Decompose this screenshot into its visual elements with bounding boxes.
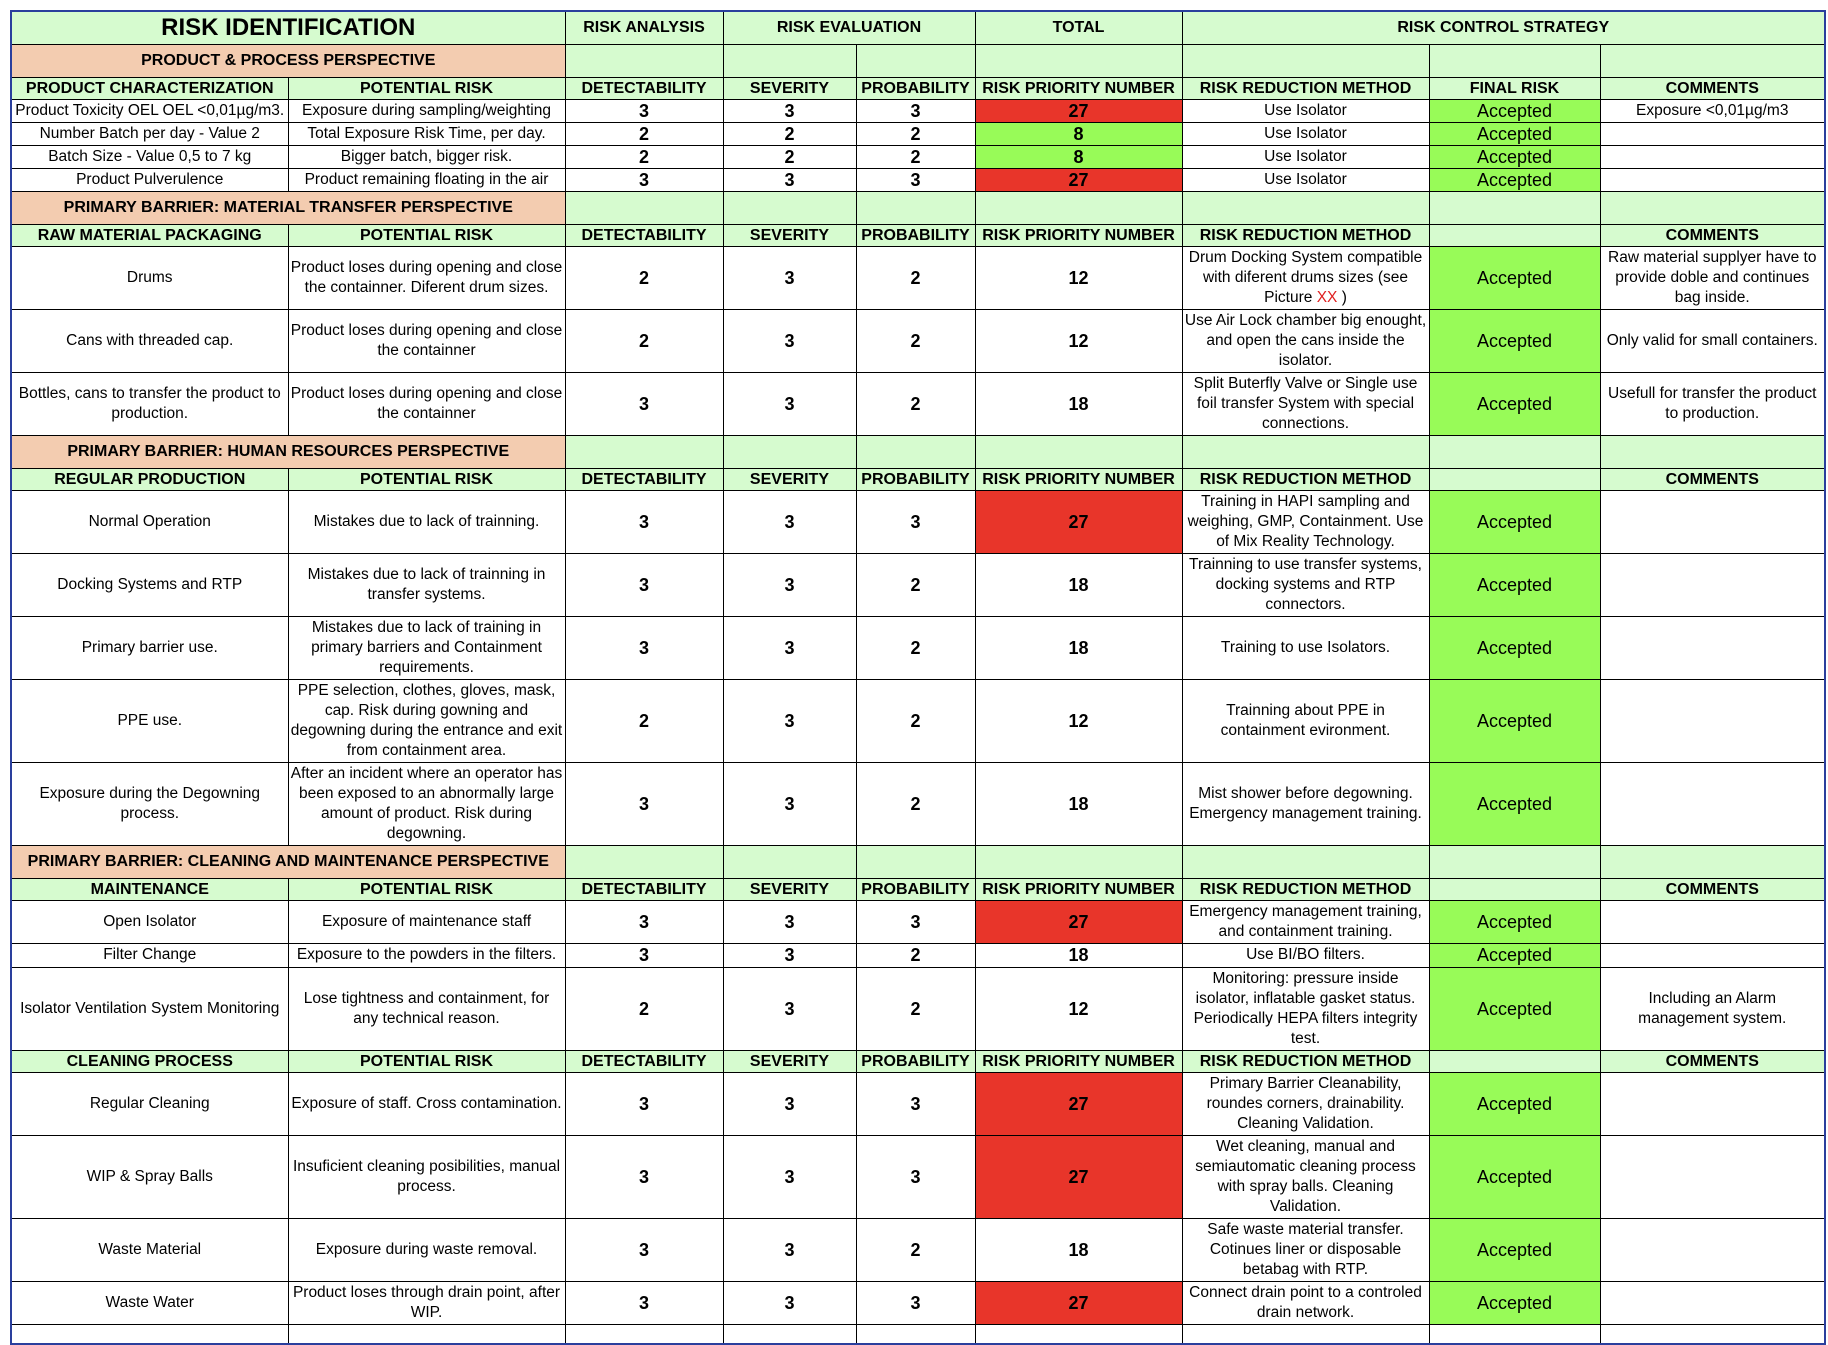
group-name[interactable]: PRODUCT CHARACTERIZATION bbox=[11, 77, 288, 99]
rpn-cell[interactable]: 27 bbox=[975, 1072, 1182, 1135]
potential-risk-cell[interactable]: Exposure of staff. Cross contamination. bbox=[288, 1072, 565, 1135]
col-header-severity[interactable]: SEVERITY bbox=[723, 1050, 856, 1072]
table-row bbox=[11, 943, 1825, 967]
col-header-reduction-method[interactable]: RISK REDUCTION METHOD bbox=[1182, 878, 1429, 900]
section-header-blank-cell bbox=[565, 435, 723, 468]
final-risk-cell[interactable]: Accepted bbox=[1429, 900, 1600, 943]
probability-cell[interactable]: 2 bbox=[856, 553, 975, 616]
col-header-severity[interactable]: SEVERITY bbox=[723, 77, 856, 99]
severity-cell[interactable]: 3 bbox=[723, 943, 856, 967]
detectability-cell[interactable]: 3 bbox=[565, 490, 723, 553]
severity-cell[interactable]: 2 bbox=[723, 145, 856, 168]
potential-risk-cell[interactable]: Insuficient cleaning posibilities, manual process. bbox=[288, 1135, 565, 1218]
potential-risk-cell[interactable]: Mistakes due to lack of training in primary barriers and Containment requirements. bbox=[288, 616, 565, 679]
item-cell[interactable]: Exposure during the Degowning process. bbox=[11, 762, 288, 845]
section-header-blank-cell bbox=[1429, 845, 1600, 878]
col-header-final-risk[interactable] bbox=[1429, 468, 1600, 490]
section-title[interactable]: PRIMARY BARRIER: HUMAN RESOURCES PERSPECTIVE bbox=[11, 435, 565, 468]
col-header-potential-risk[interactable]: POTENTIAL RISK bbox=[288, 77, 565, 99]
section-header-blank-cell bbox=[856, 435, 975, 468]
item-cell[interactable]: Normal Operation bbox=[11, 490, 288, 553]
probability-cell[interactable]: 2 bbox=[856, 679, 975, 762]
col-header-rpn[interactable]: RISK PRIORITY NUMBER bbox=[975, 1050, 1182, 1072]
comments-cell[interactable] bbox=[1600, 1135, 1825, 1218]
empty-cell[interactable] bbox=[565, 1324, 723, 1344]
col-header-final-risk[interactable] bbox=[1429, 878, 1600, 900]
probability-cell[interactable]: 2 bbox=[856, 943, 975, 967]
comments-cell[interactable] bbox=[1600, 900, 1825, 943]
col-header-probability[interactable]: PROBABILITY bbox=[856, 77, 975, 99]
group-name[interactable]: CLEANING PROCESS bbox=[11, 1050, 288, 1072]
table-row bbox=[11, 1135, 1825, 1218]
probability-cell[interactable]: 2 bbox=[856, 762, 975, 845]
probability-cell[interactable]: 3 bbox=[856, 168, 975, 191]
section-header-blank-cell bbox=[723, 845, 856, 878]
probability-cell[interactable]: 2 bbox=[856, 1218, 975, 1281]
reduction-method-cell[interactable]: Use Isolator bbox=[1182, 99, 1429, 122]
table-row bbox=[11, 246, 1825, 309]
header-risk-evaluation[interactable]: RISK EVALUATION bbox=[723, 11, 975, 44]
reduction-method-cell[interactable]: Connect drain point to a controled drain network. bbox=[1182, 1281, 1429, 1324]
comments-cell[interactable]: Raw material supplyer have to provide doble and continues bag inside. bbox=[1600, 246, 1825, 309]
reduction-method-cell[interactable]: Primary Barrier Cleanability, roundes corners, drainability. Cleaning Validation. bbox=[1182, 1072, 1429, 1135]
comments-cell[interactable] bbox=[1600, 762, 1825, 845]
reduction-method-cell[interactable]: Training in HAPI sampling and weighing, GMP, Containment. Use of Mix Reality Technology. bbox=[1182, 490, 1429, 553]
reduction-method-cell[interactable]: Training to use Isolators. bbox=[1182, 616, 1429, 679]
comments-cell[interactable]: Including an Alarm management system. bbox=[1600, 967, 1825, 1050]
potential-risk-cell[interactable]: Exposure during waste removal. bbox=[288, 1218, 565, 1281]
col-header-severity[interactable]: SEVERITY bbox=[723, 468, 856, 490]
reduction-method-cell[interactable]: Use Isolator bbox=[1182, 145, 1429, 168]
rpn-cell[interactable]: 12 bbox=[975, 679, 1182, 762]
empty-cell[interactable] bbox=[723, 1324, 856, 1344]
severity-cell[interactable]: 3 bbox=[723, 616, 856, 679]
severity-cell[interactable]: 3 bbox=[723, 1218, 856, 1281]
rpn-cell[interactable]: 27 bbox=[975, 1135, 1182, 1218]
detectability-cell[interactable]: 2 bbox=[565, 309, 723, 372]
probability-cell[interactable]: 2 bbox=[856, 246, 975, 309]
probability-cell[interactable]: 3 bbox=[856, 900, 975, 943]
probability-cell[interactable]: 3 bbox=[856, 490, 975, 553]
rpn-cell[interactable]: 8 bbox=[975, 122, 1182, 145]
final-risk-cell[interactable]: Accepted bbox=[1429, 762, 1600, 845]
col-header-detectability[interactable]: DETECTABILITY bbox=[565, 468, 723, 490]
detectability-cell[interactable]: 2 bbox=[565, 246, 723, 309]
severity-cell[interactable]: 3 bbox=[723, 900, 856, 943]
probability-cell[interactable]: 2 bbox=[856, 122, 975, 145]
item-cell[interactable]: Primary barrier use. bbox=[11, 616, 288, 679]
potential-risk-cell[interactable]: Product remaining floating in the air bbox=[288, 168, 565, 191]
probability-cell[interactable]: 3 bbox=[856, 1135, 975, 1218]
rpn-cell[interactable]: 18 bbox=[975, 1218, 1182, 1281]
empty-cell[interactable] bbox=[1182, 1324, 1429, 1344]
col-header-reduction-method[interactable]: RISK REDUCTION METHOD bbox=[1182, 224, 1429, 246]
potential-risk-cell[interactable]: Exposure to the powders in the filters. bbox=[288, 943, 565, 967]
potential-risk-cell[interactable]: Bigger batch, bigger risk. bbox=[288, 145, 565, 168]
section-header-blank-cell bbox=[1182, 191, 1429, 224]
col-header-severity[interactable]: SEVERITY bbox=[723, 878, 856, 900]
section-header-blank-cell bbox=[1600, 845, 1825, 878]
section-header-blank-cell bbox=[856, 845, 975, 878]
rpn-cell[interactable]: 18 bbox=[975, 553, 1182, 616]
severity-cell[interactable]: 3 bbox=[723, 1281, 856, 1324]
section-header-blank-cell bbox=[856, 191, 975, 224]
potential-risk-cell[interactable]: Product loses during opening and close the containner bbox=[288, 372, 565, 435]
rpn-cell[interactable]: 18 bbox=[975, 762, 1182, 845]
comments-cell[interactable] bbox=[1600, 616, 1825, 679]
severity-cell[interactable]: 3 bbox=[723, 1072, 856, 1135]
section-header-blank-cell bbox=[975, 44, 1182, 77]
table-row bbox=[11, 762, 1825, 845]
rpn-cell[interactable]: 27 bbox=[975, 99, 1182, 122]
reduction-method-cell[interactable]: Monitoring: pressure inside isolator, inflatable gasket status. Periodically HEPA filters integrity test. bbox=[1182, 967, 1429, 1050]
severity-cell[interactable]: 3 bbox=[723, 1135, 856, 1218]
col-header-reduction-method[interactable]: RISK REDUCTION METHOD bbox=[1182, 1050, 1429, 1072]
col-header-rpn[interactable]: RISK PRIORITY NUMBER bbox=[975, 468, 1182, 490]
header-risk-analysis[interactable]: RISK ANALYSIS bbox=[565, 11, 723, 44]
detectability-cell[interactable]: 3 bbox=[565, 762, 723, 845]
section-header-blank-cell bbox=[1429, 435, 1600, 468]
final-risk-cell[interactable]: Accepted bbox=[1429, 309, 1600, 372]
comments-cell[interactable] bbox=[1600, 122, 1825, 145]
header-risk-identification[interactable]: RISK IDENTIFICATION bbox=[11, 11, 565, 44]
reduction-method-cell[interactable] bbox=[1182, 246, 1429, 309]
section-header-blank-cell bbox=[975, 191, 1182, 224]
detectability-cell[interactable]: 3 bbox=[565, 1135, 723, 1218]
table-row bbox=[11, 168, 1825, 191]
section-header-blank-cell bbox=[565, 191, 723, 224]
section-title[interactable]: PRIMARY BARRIER: MATERIAL TRANSFER PERSPECTIVE bbox=[11, 191, 565, 224]
final-risk-cell[interactable]: Accepted bbox=[1429, 1281, 1600, 1324]
item-cell[interactable]: Isolator Ventilation System Monitoring bbox=[11, 967, 288, 1050]
comments-cell[interactable] bbox=[1600, 553, 1825, 616]
severity-cell[interactable]: 3 bbox=[723, 372, 856, 435]
comments-cell[interactable]: Usefull for transfer the product to production. bbox=[1600, 372, 1825, 435]
rpn-cell[interactable]: 12 bbox=[975, 246, 1182, 309]
severity-cell[interactable]: 3 bbox=[723, 762, 856, 845]
rpn-cell[interactable]: 27 bbox=[975, 168, 1182, 191]
reduction-method-cell[interactable]: Use BI/BO filters. bbox=[1182, 943, 1429, 967]
rpn-cell[interactable]: 8 bbox=[975, 145, 1182, 168]
table-row bbox=[11, 1218, 1825, 1281]
section-header-blank-cell bbox=[723, 191, 856, 224]
section-header-blank-cell bbox=[1182, 845, 1429, 878]
detectability-cell[interactable]: 3 bbox=[565, 1218, 723, 1281]
item-cell[interactable]: Product Pulverulence bbox=[11, 168, 288, 191]
probability-cell[interactable]: 2 bbox=[856, 616, 975, 679]
col-header-probability[interactable]: PROBABILITY bbox=[856, 878, 975, 900]
section-header-blank-cell bbox=[1182, 44, 1429, 77]
comments-cell[interactable] bbox=[1600, 1281, 1825, 1324]
picture-reference-placeholder: XX bbox=[1316, 288, 1338, 306]
severity-cell[interactable]: 3 bbox=[723, 553, 856, 616]
probability-cell[interactable]: 3 bbox=[856, 1281, 975, 1324]
section-header-blank-cell bbox=[1600, 44, 1825, 77]
item-cell[interactable]: Waste Material bbox=[11, 1218, 288, 1281]
table-row bbox=[11, 122, 1825, 145]
reduction-method-cell[interactable]: Split Buterfly Valve or Single use foil transfer System with special connections. bbox=[1182, 372, 1429, 435]
section-header-blank-cell bbox=[565, 44, 723, 77]
item-cell[interactable]: Number Batch per day - Value 2 bbox=[11, 122, 288, 145]
severity-cell[interactable]: 3 bbox=[723, 168, 856, 191]
table-row bbox=[11, 309, 1825, 372]
final-risk-cell[interactable]: Accepted bbox=[1429, 145, 1600, 168]
col-header-rpn[interactable]: RISK PRIORITY NUMBER bbox=[975, 77, 1182, 99]
col-header-comments[interactable]: COMMENTS bbox=[1600, 224, 1825, 246]
final-risk-cell[interactable]: Accepted bbox=[1429, 967, 1600, 1050]
item-cell[interactable]: Product Toxicity OEL OEL <0,01µg/m3. bbox=[11, 99, 288, 122]
section-header-blank-cell bbox=[565, 845, 723, 878]
section-title[interactable]: PRODUCT & PROCESS PERSPECTIVE bbox=[11, 44, 565, 77]
section-title[interactable]: PRIMARY BARRIER: CLEANING AND MAINTENANCE PERSPECTIVE bbox=[11, 845, 565, 878]
item-cell[interactable]: Batch Size - Value 0,5 to 7 kg bbox=[11, 145, 288, 168]
col-header-detectability[interactable]: DETECTABILITY bbox=[565, 1050, 723, 1072]
detectability-cell[interactable]: 3 bbox=[565, 99, 723, 122]
potential-risk-cell[interactable]: After an incident where an operator has been exposed to an abnormally large amount of product. Risk during degowning. bbox=[288, 762, 565, 845]
item-cell[interactable]: Docking Systems and RTP bbox=[11, 553, 288, 616]
final-risk-cell[interactable]: Accepted bbox=[1429, 372, 1600, 435]
final-risk-cell[interactable]: Accepted bbox=[1429, 943, 1600, 967]
col-header-comments[interactable]: COMMENTS bbox=[1600, 1050, 1825, 1072]
col-header-potential-risk[interactable]: POTENTIAL RISK bbox=[288, 468, 565, 490]
detectability-cell[interactable]: 3 bbox=[565, 168, 723, 191]
comments-cell[interactable] bbox=[1600, 1218, 1825, 1281]
reduction-method-cell[interactable]: Use Isolator bbox=[1182, 122, 1429, 145]
empty-cell[interactable] bbox=[288, 1324, 565, 1344]
col-header-potential-risk[interactable]: POTENTIAL RISK bbox=[288, 878, 565, 900]
item-cell[interactable]: Bottles, cans to transfer the product to production. bbox=[11, 372, 288, 435]
probability-cell[interactable]: 3 bbox=[856, 99, 975, 122]
final-risk-cell[interactable]: Accepted bbox=[1429, 1218, 1600, 1281]
rpn-cell[interactable]: 12 bbox=[975, 967, 1182, 1050]
header-total[interactable]: TOTAL bbox=[975, 11, 1182, 44]
col-header-rpn[interactable]: RISK PRIORITY NUMBER bbox=[975, 224, 1182, 246]
comments-cell[interactable]: Only valid for small containers. bbox=[1600, 309, 1825, 372]
empty-cell[interactable] bbox=[975, 1324, 1182, 1344]
probability-cell[interactable]: 2 bbox=[856, 372, 975, 435]
table-row bbox=[11, 967, 1825, 1050]
item-cell[interactable]: Filter Change bbox=[11, 943, 288, 967]
section-header-blank-cell bbox=[723, 435, 856, 468]
section-header-blank-cell bbox=[856, 44, 975, 77]
col-header-comments[interactable]: COMMENTS bbox=[1600, 77, 1825, 99]
reduction-method-tail: ) bbox=[1341, 288, 1347, 306]
reduction-method-cell[interactable]: Wet cleaning, manual and semiautomatic cleaning process with spray balls. Cleaning Validation. bbox=[1182, 1135, 1429, 1218]
col-header-severity[interactable]: SEVERITY bbox=[723, 224, 856, 246]
col-header-potential-risk[interactable]: POTENTIAL RISK bbox=[288, 224, 565, 246]
potential-risk-cell[interactable]: Total Exposure Risk Time, per day. bbox=[288, 122, 565, 145]
reduction-method-cell[interactable]: Use Isolator bbox=[1182, 168, 1429, 191]
table-row bbox=[11, 490, 1825, 553]
section-header-blank-cell bbox=[1429, 191, 1600, 224]
section-header-blank-cell bbox=[1182, 435, 1429, 468]
col-header-rpn[interactable]: RISK PRIORITY NUMBER bbox=[975, 878, 1182, 900]
empty-cell[interactable] bbox=[11, 1324, 288, 1344]
potential-risk-cell[interactable]: Exposure during sampling/weighting bbox=[288, 99, 565, 122]
comments-cell[interactable] bbox=[1600, 1072, 1825, 1135]
col-header-reduction-method[interactable]: RISK REDUCTION METHOD bbox=[1182, 77, 1429, 99]
final-risk-cell[interactable]: Accepted bbox=[1429, 1072, 1600, 1135]
item-cell[interactable]: Cans with threaded cap. bbox=[11, 309, 288, 372]
comments-cell[interactable] bbox=[1600, 168, 1825, 191]
group-name[interactable]: MAINTENANCE bbox=[11, 878, 288, 900]
probability-cell[interactable]: 3 bbox=[856, 1072, 975, 1135]
reduction-method-cell[interactable]: Safe waste material transfer. Cotinues liner or disposable betabag with RTP. bbox=[1182, 1218, 1429, 1281]
comments-cell[interactable] bbox=[1600, 679, 1825, 762]
final-risk-cell[interactable]: Accepted bbox=[1429, 616, 1600, 679]
col-header-detectability[interactable]: DETECTABILITY bbox=[565, 77, 723, 99]
col-header-comments[interactable]: COMMENTS bbox=[1600, 878, 1825, 900]
col-header-detectability[interactable]: DETECTABILITY bbox=[565, 878, 723, 900]
table-row bbox=[11, 1281, 1825, 1324]
item-cell[interactable]: Drums bbox=[11, 246, 288, 309]
final-risk-cell[interactable]: Accepted bbox=[1429, 490, 1600, 553]
reduction-method-cell[interactable]: Mist shower before degowning. Emergency management training. bbox=[1182, 762, 1429, 845]
rpn-cell[interactable]: 18 bbox=[975, 943, 1182, 967]
col-header-probability[interactable]: PROBABILITY bbox=[856, 1050, 975, 1072]
table-row bbox=[11, 553, 1825, 616]
reduction-method-cell[interactable]: Trainning to use transfer systems, docking systems and RTP connectors. bbox=[1182, 553, 1429, 616]
col-header-comments[interactable]: COMMENTS bbox=[1600, 468, 1825, 490]
group-name[interactable]: REGULAR PRODUCTION bbox=[11, 468, 288, 490]
item-cell[interactable]: PPE use. bbox=[11, 679, 288, 762]
probability-cell[interactable]: 2 bbox=[856, 967, 975, 1050]
detectability-cell[interactable]: 3 bbox=[565, 372, 723, 435]
section-header-blank-cell bbox=[1429, 44, 1600, 77]
col-header-potential-risk[interactable]: POTENTIAL RISK bbox=[288, 1050, 565, 1072]
detectability-cell[interactable]: 2 bbox=[565, 679, 723, 762]
col-header-final-risk[interactable] bbox=[1429, 1050, 1600, 1072]
risk-assessment-sheet bbox=[10, 10, 1826, 1345]
detectability-cell[interactable]: 3 bbox=[565, 943, 723, 967]
table-row bbox=[11, 99, 1825, 122]
col-header-detectability[interactable]: DETECTABILITY bbox=[565, 224, 723, 246]
detectability-cell[interactable]: 2 bbox=[565, 145, 723, 168]
comments-cell[interactable] bbox=[1600, 490, 1825, 553]
col-header-probability[interactable]: PROBABILITY bbox=[856, 224, 975, 246]
reduction-method-cell[interactable]: Trainning about PPE in containment evironment. bbox=[1182, 679, 1429, 762]
severity-cell[interactable]: 2 bbox=[723, 122, 856, 145]
rpn-cell[interactable]: 12 bbox=[975, 309, 1182, 372]
table-row bbox=[11, 1072, 1825, 1135]
final-risk-cell[interactable]: Accepted bbox=[1429, 679, 1600, 762]
final-risk-cell[interactable]: Accepted bbox=[1429, 122, 1600, 145]
item-cell[interactable]: Waste Water bbox=[11, 1281, 288, 1324]
detectability-cell[interactable]: 2 bbox=[565, 122, 723, 145]
section-header-blank-cell bbox=[975, 435, 1182, 468]
section-header-blank-cell bbox=[975, 845, 1182, 878]
empty-cell[interactable] bbox=[1600, 1324, 1825, 1344]
item-cell[interactable]: WIP & Spray Balls bbox=[11, 1135, 288, 1218]
section-header-blank-cell bbox=[1600, 435, 1825, 468]
detectability-cell[interactable]: 2 bbox=[565, 967, 723, 1050]
probability-cell[interactable]: 2 bbox=[856, 145, 975, 168]
rpn-cell[interactable]: 27 bbox=[975, 900, 1182, 943]
final-risk-cell[interactable]: Accepted bbox=[1429, 246, 1600, 309]
potential-risk-cell[interactable]: Mistakes due to lack of trainning. bbox=[288, 490, 565, 553]
section-header-blank-cell bbox=[723, 44, 856, 77]
comments-cell[interactable]: Exposure <0,01µg/m3 bbox=[1600, 99, 1825, 122]
comments-cell[interactable] bbox=[1600, 145, 1825, 168]
rpn-cell[interactable]: 18 bbox=[975, 616, 1182, 679]
severity-cell[interactable]: 3 bbox=[723, 309, 856, 372]
detectability-cell[interactable]: 3 bbox=[565, 900, 723, 943]
detectability-cell[interactable]: 3 bbox=[565, 1072, 723, 1135]
item-cell[interactable]: Open Isolator bbox=[11, 900, 288, 943]
severity-cell[interactable]: 3 bbox=[723, 99, 856, 122]
potential-risk-cell[interactable]: Exposure of maintenance staff bbox=[288, 900, 565, 943]
detectability-cell[interactable]: 3 bbox=[565, 553, 723, 616]
table-row bbox=[11, 679, 1825, 762]
final-risk-cell[interactable]: Accepted bbox=[1429, 553, 1600, 616]
section-header-blank-cell bbox=[1600, 191, 1825, 224]
group-name[interactable]: RAW MATERIAL PACKAGING bbox=[11, 224, 288, 246]
rpn-cell[interactable]: 27 bbox=[975, 490, 1182, 553]
detectability-cell[interactable]: 3 bbox=[565, 616, 723, 679]
rpn-cell[interactable]: 27 bbox=[975, 1281, 1182, 1324]
detectability-cell[interactable]: 3 bbox=[565, 1281, 723, 1324]
potential-risk-cell[interactable]: Product loses during opening and close the containner bbox=[288, 309, 565, 372]
probability-cell[interactable]: 2 bbox=[856, 309, 975, 372]
col-header-final-risk[interactable]: FINAL RISK bbox=[1429, 77, 1600, 99]
reduction-method-text: Drum Docking System compatible with diferent drums sizes (see Picture bbox=[1188, 248, 1423, 306]
final-risk-cell[interactable]: Accepted bbox=[1429, 1135, 1600, 1218]
reduction-method-cell[interactable]: Use Air Lock chamber big enought, and open the cans inside the isolator. bbox=[1182, 309, 1429, 372]
final-risk-cell[interactable]: Accepted bbox=[1429, 99, 1600, 122]
severity-cell[interactable]: 3 bbox=[723, 679, 856, 762]
empty-cell[interactable] bbox=[1429, 1324, 1600, 1344]
severity-cell[interactable]: 3 bbox=[723, 967, 856, 1050]
rpn-cell[interactable]: 18 bbox=[975, 372, 1182, 435]
reduction-method-cell[interactable]: Emergency management training, and containment training. bbox=[1182, 900, 1429, 943]
comments-cell[interactable] bbox=[1600, 943, 1825, 967]
item-cell[interactable]: Regular Cleaning bbox=[11, 1072, 288, 1135]
severity-cell[interactable]: 3 bbox=[723, 490, 856, 553]
potential-risk-cell[interactable]: PPE selection, clothes, gloves, mask, cap. Risk during gowning and degowning during the entrance and exit from containment area. bbox=[288, 679, 565, 762]
header-risk-control-strategy[interactable]: RISK CONTROL STRATEGY bbox=[1182, 11, 1825, 44]
empty-cell[interactable] bbox=[856, 1324, 975, 1344]
table-row bbox=[11, 372, 1825, 435]
col-header-probability[interactable]: PROBABILITY bbox=[856, 468, 975, 490]
col-header-final-risk[interactable] bbox=[1429, 224, 1600, 246]
table-row bbox=[11, 616, 1825, 679]
severity-cell[interactable]: 3 bbox=[723, 246, 856, 309]
col-header-reduction-method[interactable]: RISK REDUCTION METHOD bbox=[1182, 468, 1429, 490]
potential-risk-cell[interactable]: Lose tightness and containment, for any technical reason. bbox=[288, 967, 565, 1050]
potential-risk-cell[interactable]: Mistakes due to lack of trainning in transfer systems. bbox=[288, 553, 565, 616]
table-row bbox=[11, 900, 1825, 943]
table-row bbox=[11, 145, 1825, 168]
potential-risk-cell[interactable]: Product loses through drain point, after WIP. bbox=[288, 1281, 565, 1324]
potential-risk-cell[interactable]: Product loses during opening and close the containner. Diferent drum sizes. bbox=[288, 246, 565, 309]
final-risk-cell[interactable]: Accepted bbox=[1429, 168, 1600, 191]
